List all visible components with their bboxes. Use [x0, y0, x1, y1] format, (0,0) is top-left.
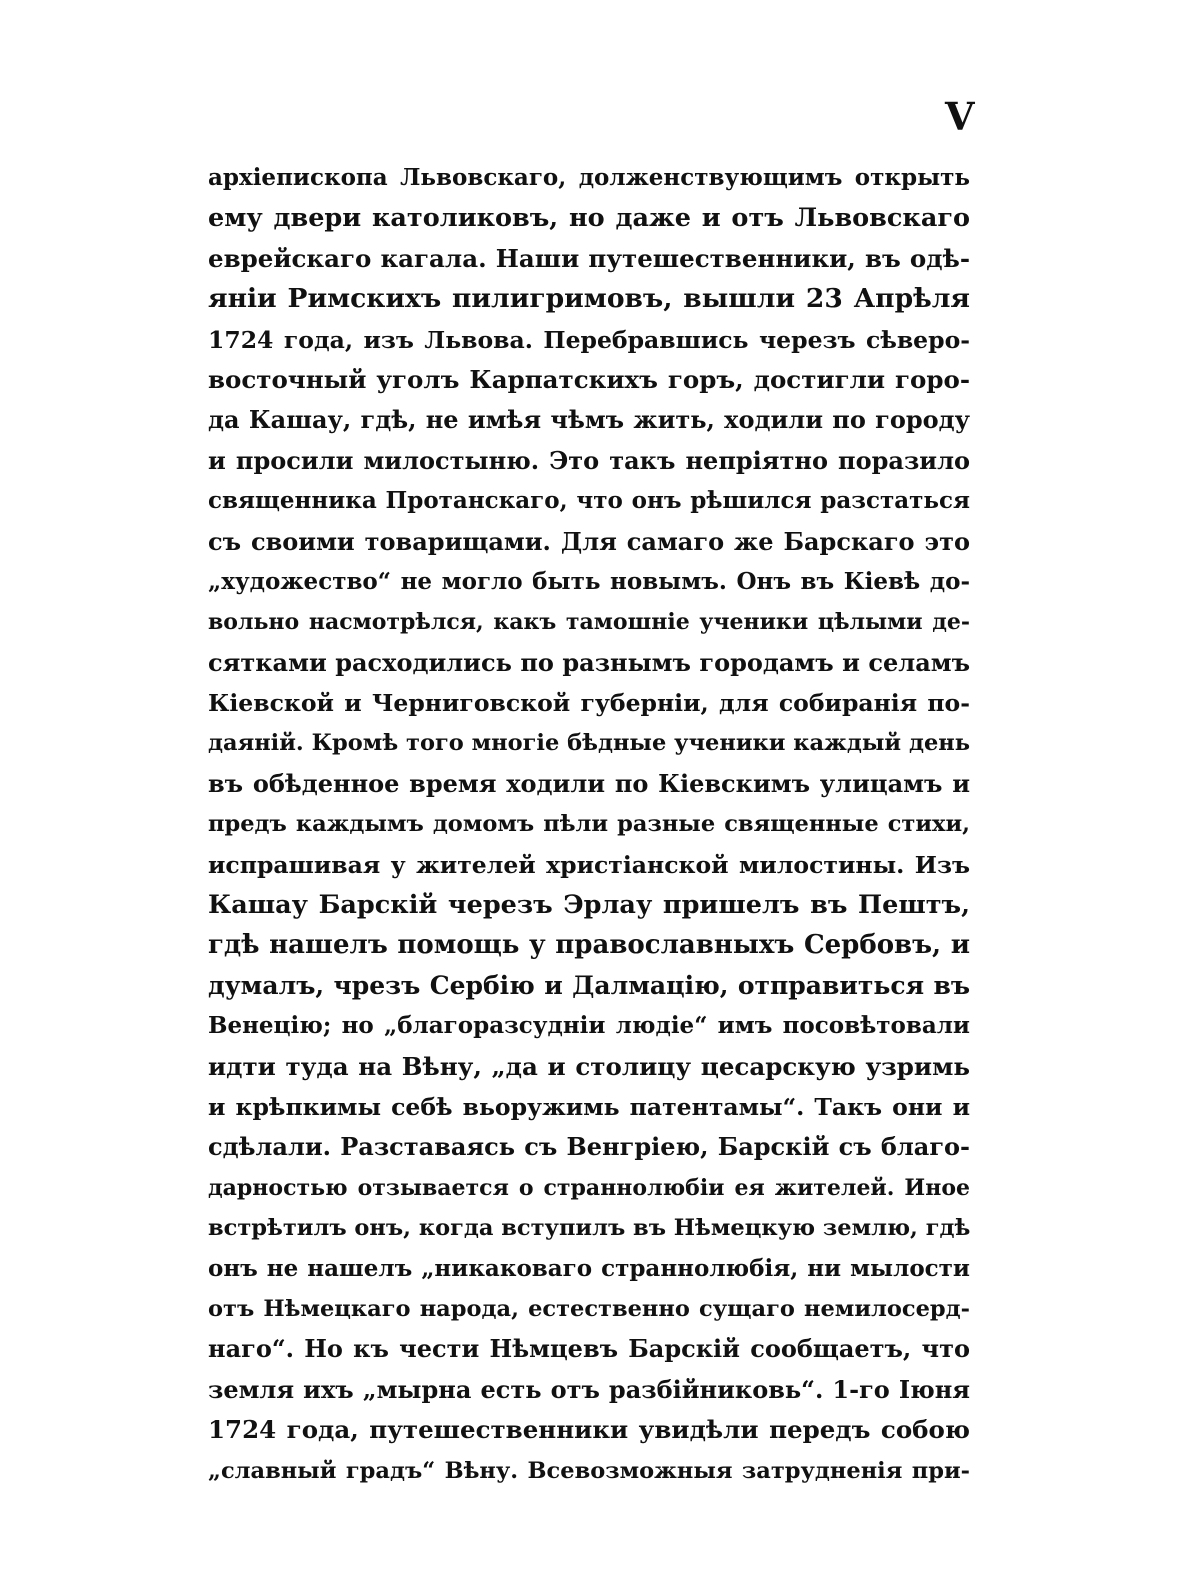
text-line: и просили милостыню. Это такъ непріятно поразило — [208, 445, 970, 475]
text-line: Кіевской и Черниговской губерніи, для собиранія по- — [208, 689, 970, 718]
text-line: думалъ, чрезъ Сербію и Далмацію, отправиться въ — [208, 970, 970, 1000]
text-line: ему двери католиковъ, но даже и отъ Львовскаго — [208, 203, 970, 234]
text-line: сятками расходились по разнымъ городамъ и селамъ — [208, 647, 970, 677]
text-line: да Кашау, гдѣ, не имѣя чѣмъ жить, ходили по городу — [208, 405, 970, 435]
text-line: Кашау Барскій черезъ Эрлау пришелъ въ Пештъ, — [208, 890, 970, 921]
text-line: идти туда на Вѣну, „да и столицу цесарскую узримь — [208, 1051, 970, 1081]
text-line: гдѣ нашелъ помощь у православныхъ Сербовъ, и — [208, 930, 970, 961]
text-line: встрѣтилъ онъ, когда вступилъ въ Нѣмецкую землю, гдѣ — [208, 1215, 971, 1242]
text-line: 1724 года, путешественники увидѣли передъ собою — [208, 1415, 970, 1445]
text-line: сдѣлали. Разставаясь съ Венгріею, Барскій съ благо- — [208, 1132, 970, 1162]
text-line: даяній. Кромѣ того многіе бѣдные ученики каждый день — [208, 730, 970, 757]
text-line: восточный уголъ Карпатскихъ горъ, достигли горо- — [208, 364, 970, 394]
text-line: 1724 года, изъ Львова. Перебравшись черезъ сѣверо- — [208, 325, 970, 354]
text-line: вольно насмотрѣлся, какъ тамошніе ученики цѣлыми де- — [208, 609, 970, 636]
text-line: „художество“ не могло быть новымъ. Онъ въ Кіевѣ до- — [208, 567, 970, 595]
text-line: и крѣпкимы себѣ вьоружимь патентамы“. Такъ они и — [208, 1092, 970, 1121]
text-line: Венецію; но „благоразсудніи людіе“ имъ посовѣтовали — [208, 1012, 970, 1040]
text-line: архіепископа Львовскаго, долженствующимъ открыть — [208, 164, 970, 191]
text-line: земля ихъ „мырна есть отъ разбійниковь“. 1-го Іюня — [208, 1374, 970, 1404]
text-line: съ своими товарищами. Для самаго же Барскаго это — [208, 526, 970, 556]
text-line: онъ не нашелъ „никаковаго страннолюбія, ни мылости — [208, 1254, 970, 1282]
text-line: „славный градъ“ Вѣну. Всевозможныя затрудненія при- — [208, 1457, 970, 1484]
text-line: отъ Нѣмецкаго народа, естественно сущаго немилосерд- — [208, 1295, 970, 1322]
text-line: священника Протанскаго, что онъ рѣшился разстаться — [208, 487, 970, 515]
page-number: V — [945, 94, 975, 139]
text-line: яніи Римскихъ пилигримовъ, вышли 23 Апрѣля — [208, 283, 970, 315]
text-line: еврейскаго кагала. Наши путешественники, въ одѣ- — [208, 243, 970, 273]
text-line: предъ каждымъ домомъ пѣли разные священные стихи, — [208, 811, 970, 838]
text-line: наго“. Но къ чести Нѣмцевъ Барскій сообщаетъ, что — [208, 1334, 970, 1364]
text-line: въ обѣденное время ходили по Кіевскимъ улицамъ и — [208, 768, 970, 798]
text-line: испрашивая у жителей христіанской милостины. Изъ — [208, 850, 970, 879]
body-text — [208, 158, 970, 1491]
text-line: дарностью отзывается о страннолюбіи ея жителей. Иное — [208, 1174, 970, 1201]
